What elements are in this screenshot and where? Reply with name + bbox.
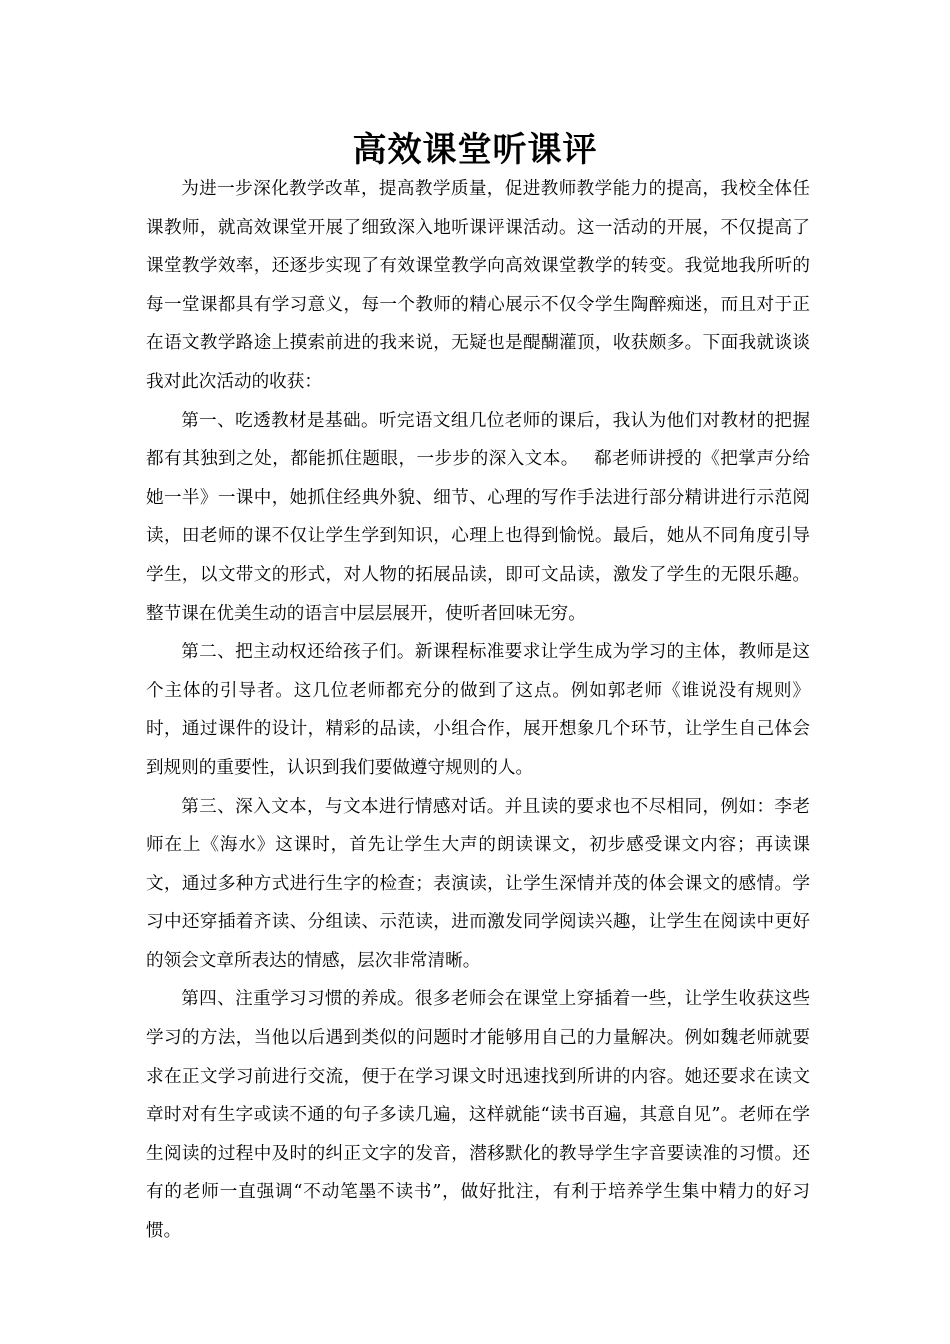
document-title: 高效课堂听课评 [352, 130, 598, 170]
paragraph-intro: 为进一步深化教学改革，提高教学质量，促进教师教学能力的提高，我校全体任课教师，就高效课堂开展了细致深入地听课评课活动。这一活动的开展，不仅提高了课堂教学效率，还逐步实现了有效课堂教学向高效课堂教学的转变。我觉地我所听的每一堂课都具有学习意义，每一个教师的精心展示不仅令学生陶醉痴迷，而且对于正在语文教学路途上摸索前进的我来说，无疑也是醍醐灌顶，收获颇多。下面我就谈谈我对此次活动的收获： [146, 179, 810, 392]
paragraph-fourth-point: 第四、注重学习习惯的养成。很多老师会在课堂上穿插着一些，让学生收获这些学习的方法，当他以后遇到类似的问题时才能够用自己的力量解决。例如魏老师就要求在正文学习前进行交流，便于在学习课文时迅速找到所讲的内容。她还要求在读文章时对有生字或读不通的句子多读几遍，这样就能“读书百遍，其意自见”。老师在学生阅读的过程中及时的纠正文字的发音，潜移默化的教导学生字音要读准的习惯。还有的老师一直强调“不动笔墨不读书”，做好批注，有利于培养学生集中精力的好习惯。 [146, 989, 810, 1242]
paragraph-third-point: 第三、深入文本，与文本进行情感对话。并且读的要求也不尽相同，例如：李老师在上《海水》这课时，首先让学生大声的朗读课文，初步感受课文内容；再读课文，通过多种方式进行生字的检查；表演读，让学生深情并茂的体会课文的感情。学习中还穿插着齐读、分组读、示范读，进而激发同学阅读兴趣，让学生在阅读中更好的领会文章所表达的情感，层次非常清晰。 [146, 796, 810, 971]
paragraph-first-point: 第一、吃透教材是基础。听完语文组几位老师的课后，我认为他们对教材的把握都有其独到之处，都能抓住题眼，一步步的深入文本。 郗老师讲授的《把掌声分给她一半》一课中，她抓住经典外貌、细节、心理的写作手法进行部分精讲进行示范阅读，田老师的课不仅让学生学到知识，心理上也得到愉悦。最后，她从不同角度引导学生，以文带文的形式，对人物的拓展品读，即可文品读，激发了学生的无限乐趣。整节课在优美生动的语言中层层展开，使听者回味无穷。 [146, 410, 810, 624]
paragraph-second-point: 第二、把主动权还给孩子们。新课程标准要求让学生成为学习的主体，教师是这个主体的引导者。这几位老师都充分的做到了这点。例如郭老师《谁说没有规则》时，通过课件的设计，精彩的品读，小组合作，展开想象几个环节，让学生自己体会到规则的重要性，认识到我们要做遵守规则的人。 [146, 642, 810, 778]
document-body [146, 170, 810, 1251]
